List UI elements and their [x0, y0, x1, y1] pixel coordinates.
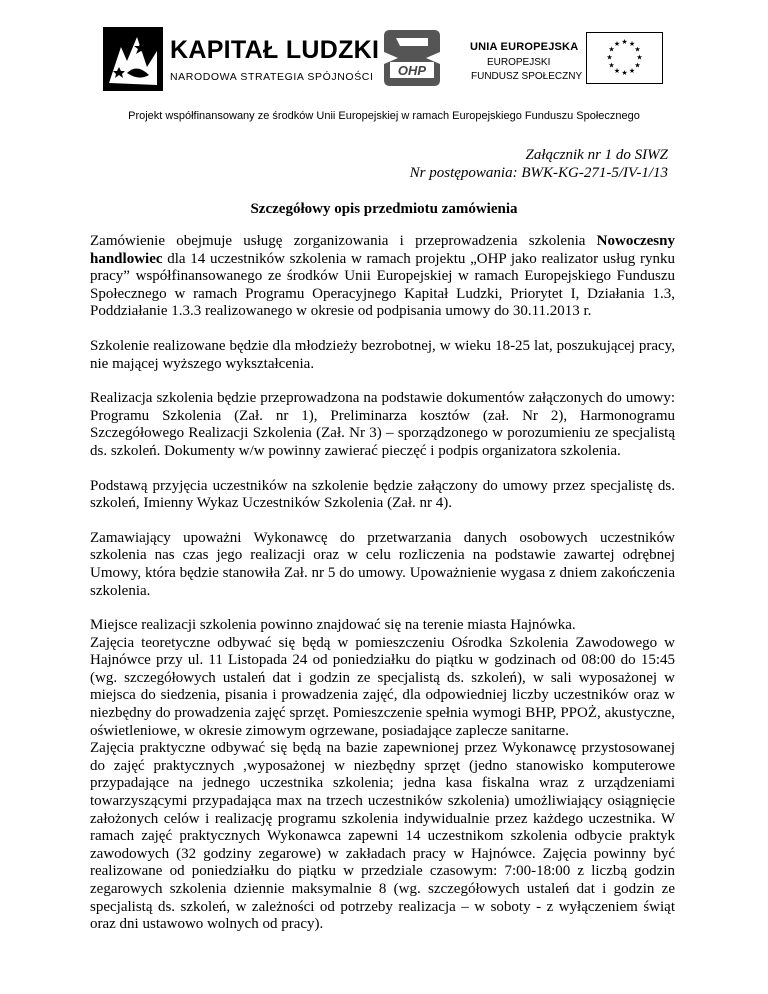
- paragraph-theory-classes: Zajęcia teoretyczne odbywać się będą w pomieszczeniu Ośrodka Szkolenia Zawodowego w Hajnówce przy ul. 11 Listopada 24 od poniedziałku do piątku w godzinach od 08:00 do 15:45 (wg. szczegółowych ustaleń dat i godzin ze specjalistą ds. szkoleń), w sali wyposażonej w miejsca do siedzenia, pisania i prowadzenia zajęć, dla odpowiedniej liczby uczestników oraz w niezbędny do prowadzenia zajęć sprzęt. Pomieszczenie spełnia wymogi BHP, PPOŻ, akustyczne, oświetleniowe, w okresie zimowym ogrzewane, posiadające zaplecze sanitarne.: [90, 634, 675, 739]
- training-name: Nowoczesny handlowiec: [90, 233, 675, 267]
- svg-text:★: ★: [621, 69, 628, 77]
- ue-line-3: FUNDUSZ SPOŁECZNY: [471, 71, 583, 82]
- paragraph-admission: Podstawą przyjęcia uczestników na szkolenie będzie załączony do umowy przez specjalistę ds. szkoleń, Imienny Wykaz Uczestników Szkolenia (Zał. nr 4).: [90, 477, 675, 512]
- eu-flag-icon: [586, 32, 663, 84]
- case-number: Nr postępowania: BWK-KG-271-5/IV-1/13: [409, 165, 668, 181]
- svg-text:★: ★: [608, 45, 615, 54]
- attachment-label: Załącznik nr 1 do SIWZ: [525, 147, 668, 163]
- kapital-ludzki-subtitle: NARODOWA STRATEGIA SPÓJNOŚCI: [170, 71, 374, 83]
- svg-text:★: ★: [613, 40, 621, 48]
- svg-text:★: ★: [636, 53, 643, 62]
- paragraph-order-scope: [90, 233, 675, 321]
- paragraph-practical-classes: Zajęcia praktyczne odbywać się będą na bazie zapewnionej przez Wykonawcę przystosowanej do zajęć praktycznych ,wyposażonej w niezbędny sprzęt (jedno stanowisko komputerowe przypadające na jednego uczestnika szkolenia; jedna kasa fiskalna wraz z urządzeniami towarzyszącymi przypadająca max na trzech uczestników szkolenia) umożliwiający osiągnięcie założonych celów i realizację programu szkolenia indywidualnie przez każdego uczestnika. W ramach zajęć praktycznych Wykonawca zapewni 14 uczestnikom szkolenia odbycie praktyk zawodowych (32 godziny zegarowe) w zakładach pracy w Hajnówce. Zajęcia powinny być realizowane od poniedziałku do piątku w przedziale czasowym: 7:00-18:00 z liczbą godzin zegarowych szkolenia dziennie maksymalnie 8 (wg. szczegółowych ustaleń dat i godzin ze specjalistą ds. szkoleń, w zależności od potrzeby realizacja – w soboty - z wyłączeniem świąt oraz dni ustawowo wolnych od pracy).: [90, 740, 675, 933]
- header: [0, 0, 768, 120]
- kapital-ludzki-logo: [103, 27, 163, 91]
- document-title: Szczegółowy opis przedmiotu zamówienia: [250, 201, 518, 217]
- paragraph-documents: Realizacja szkolenia będzie przeprowadzona na podstawie dokumentów załączonych do umowy: Programu Szkolenia (Zał. nr 1), Preliminarza kosztów (zał. Nr 2), Harmonogramu Szczegółowego Realizacji Szkolenia (Zał. Nr 3) – sporządzonego w porozumieniu ze specjalistą ds. szkoleń. Dokumenty w/w powinny zawierać pieczęć i podpis organizatora szkolenia.: [90, 390, 675, 459]
- ue-line-1: UNIA EUROPEJSKA: [470, 41, 579, 53]
- paragraph-target-group: Szkolenie realizowane będzie dla młodzieży bezrobotnej, w wieku 18-25 lat, poszukującej pracy, nie mającej wyższego wykształcenia.: [90, 337, 675, 372]
- paragraph-text: Zamówienie obejmuje usługę zorganizowania i przeprowadzenia szkolenia: [90, 233, 597, 249]
- ue-line-2: EUROPEJSKI: [487, 57, 551, 68]
- svg-text:★: ★: [634, 45, 641, 54]
- ohp-logo-text: OHP: [397, 63, 427, 78]
- paragraph-location: Miejsce realizacji szkolenia powinno znajdować się na terenie miasta Hajnówka.: [90, 617, 576, 634]
- project-funding-line: Projekt współfinansowany ze środków Unii Europejskiej w ramach Europejskiego Funduszu Społecznego: [128, 110, 640, 122]
- paragraph-text: dla 14 uczestników szkolenia w ramach projektu „OHP jako realizator usług rynku pracy” współfinansowanego ze środków Unii Europejskiej w ramach Europejskiego Funduszu Społecznego w ramach Programu Operacyjnego Kapitał Ludzki, Priorytet I, Działania 1.3, Poddziałanie 1.3.3 realizowanego w okresie od podpisania umowy do 30.11.2013 r.: [90, 250, 675, 320]
- svg-text:★: ★: [606, 53, 613, 62]
- svg-text:★: ★: [634, 61, 641, 70]
- document-body: [90, 233, 675, 934]
- kapital-ludzki-title: KAPITAŁ LUDZKI: [170, 36, 380, 64]
- svg-text:★: ★: [608, 61, 615, 70]
- svg-text:★: ★: [628, 67, 636, 75]
- svg-text:★: ★: [621, 38, 628, 46]
- ohp-logo: [376, 22, 448, 94]
- paragraph-data-processing: Zamawiający upoważni Wykonawcę do przetwarzania danych osobowych uczestników szkolenia nas czas jego realizacji oraz w celu rozliczenia na podstawie zawartej odrębnej Umowy, która będzie stanowiła Zał. nr 5 do umowy. Upoważnienie wygasa z dniem zakończenia szkolenia.: [90, 529, 675, 599]
- svg-text:★: ★: [613, 67, 621, 75]
- svg-text:★: ★: [628, 40, 636, 48]
